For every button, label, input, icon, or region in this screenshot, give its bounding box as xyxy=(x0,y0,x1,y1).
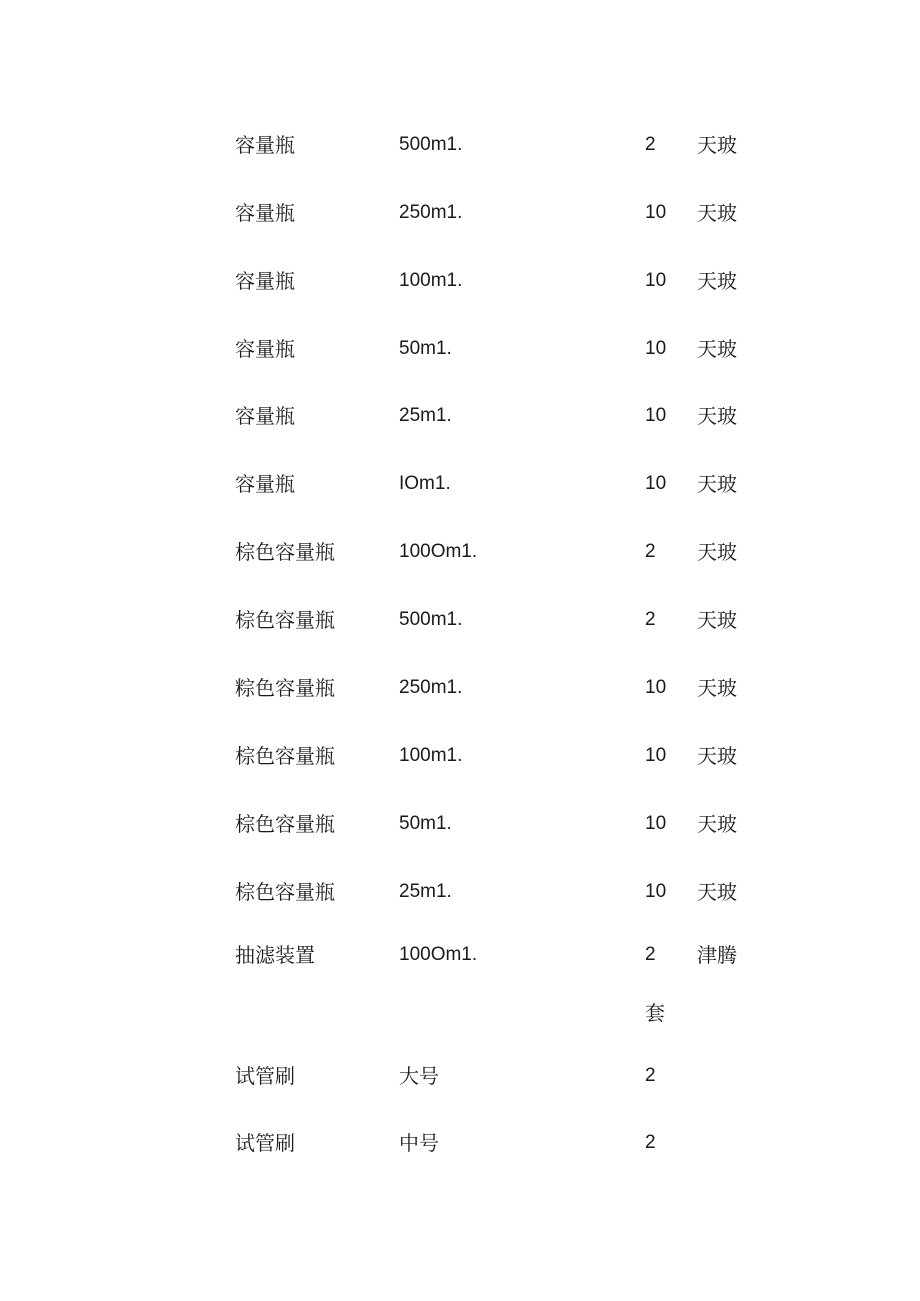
table-row xyxy=(0,998,920,1028)
table-row xyxy=(0,1061,920,1091)
table-row xyxy=(0,130,920,160)
item-spec: 100Om1. xyxy=(399,541,478,562)
item-quantity-unit: 套 xyxy=(645,1001,665,1025)
item-spec: 50m1. xyxy=(399,338,452,359)
item-spec: 100Om1. xyxy=(399,944,478,965)
item-spec: 50m1. xyxy=(399,813,452,834)
item-name: 容量瓶 xyxy=(235,337,295,361)
table-row xyxy=(0,673,920,703)
item-maker: 天玻 xyxy=(697,676,737,700)
table-row xyxy=(0,334,920,364)
item-spec: 250m1. xyxy=(399,202,463,223)
item-maker: 天玻 xyxy=(697,744,737,768)
item-quantity: 10 xyxy=(645,677,667,698)
item-name: 容量瓶 xyxy=(235,133,295,157)
table-row xyxy=(0,266,920,296)
item-quantity: 10 xyxy=(645,745,667,766)
item-name: 容量瓶 xyxy=(235,201,295,225)
item-name: 粽色容量瓶 xyxy=(235,676,335,700)
item-quantity: 2 xyxy=(645,134,656,155)
item-maker: 天玻 xyxy=(697,812,737,836)
item-spec: 500m1. xyxy=(399,134,463,155)
item-quantity: 2 xyxy=(645,944,656,965)
item-maker: 津腾 xyxy=(697,943,737,967)
item-maker: 天玻 xyxy=(697,337,737,361)
item-quantity: 2 xyxy=(645,1132,656,1153)
item-name: 试管刷 xyxy=(235,1131,295,1155)
item-maker: 天玻 xyxy=(697,404,737,428)
item-spec: 500m1. xyxy=(399,609,463,630)
item-name: 棕色容量瓶 xyxy=(235,608,335,632)
item-quantity: 2 xyxy=(645,1065,656,1086)
item-name: 棕色容量瓶 xyxy=(235,540,335,564)
item-maker: 天玻 xyxy=(697,201,737,225)
table-row xyxy=(0,809,920,839)
table-row xyxy=(0,741,920,771)
item-name: 棕色容量瓶 xyxy=(235,880,335,904)
item-maker: 天玻 xyxy=(697,540,737,564)
item-spec: 25m1. xyxy=(399,881,452,902)
item-name: 抽滤装置 xyxy=(235,943,315,967)
item-quantity: 2 xyxy=(645,609,656,630)
item-name: 试管刷 xyxy=(235,1064,295,1088)
item-spec: 25m1. xyxy=(399,405,452,426)
item-name: 容量瓶 xyxy=(235,472,295,496)
item-maker: 天玻 xyxy=(697,472,737,496)
table-row xyxy=(0,877,920,907)
item-spec: 100m1. xyxy=(399,270,463,291)
item-quantity: 10 xyxy=(645,881,667,902)
item-spec: 大号 xyxy=(399,1064,439,1088)
table-row xyxy=(0,469,920,499)
item-name: 棕色容量瓶 xyxy=(235,812,335,836)
table-row xyxy=(0,940,920,970)
item-quantity: 10 xyxy=(645,473,667,494)
item-name: 容量瓶 xyxy=(235,269,295,293)
item-maker: 天玻 xyxy=(697,880,737,904)
item-spec: 中号 xyxy=(399,1131,439,1155)
item-maker: 天玻 xyxy=(697,608,737,632)
item-name: 容量瓶 xyxy=(235,404,295,428)
item-quantity: 2 xyxy=(645,541,656,562)
item-quantity: 10 xyxy=(645,405,667,426)
item-spec: 100m1. xyxy=(399,745,463,766)
item-maker: 天玻 xyxy=(697,269,737,293)
item-spec: IOm1. xyxy=(399,473,451,494)
table-row xyxy=(0,401,920,431)
table-row xyxy=(0,198,920,228)
item-maker: 天玻 xyxy=(697,133,737,157)
item-spec: 250m1. xyxy=(399,677,463,698)
item-quantity: 10 xyxy=(645,202,667,223)
item-name: 棕色容量瓶 xyxy=(235,744,335,768)
table-row xyxy=(0,537,920,567)
item-quantity: 10 xyxy=(645,813,667,834)
item-quantity: 10 xyxy=(645,270,667,291)
table-row xyxy=(0,605,920,635)
item-quantity: 10 xyxy=(645,338,667,359)
table-row xyxy=(0,1128,920,1158)
